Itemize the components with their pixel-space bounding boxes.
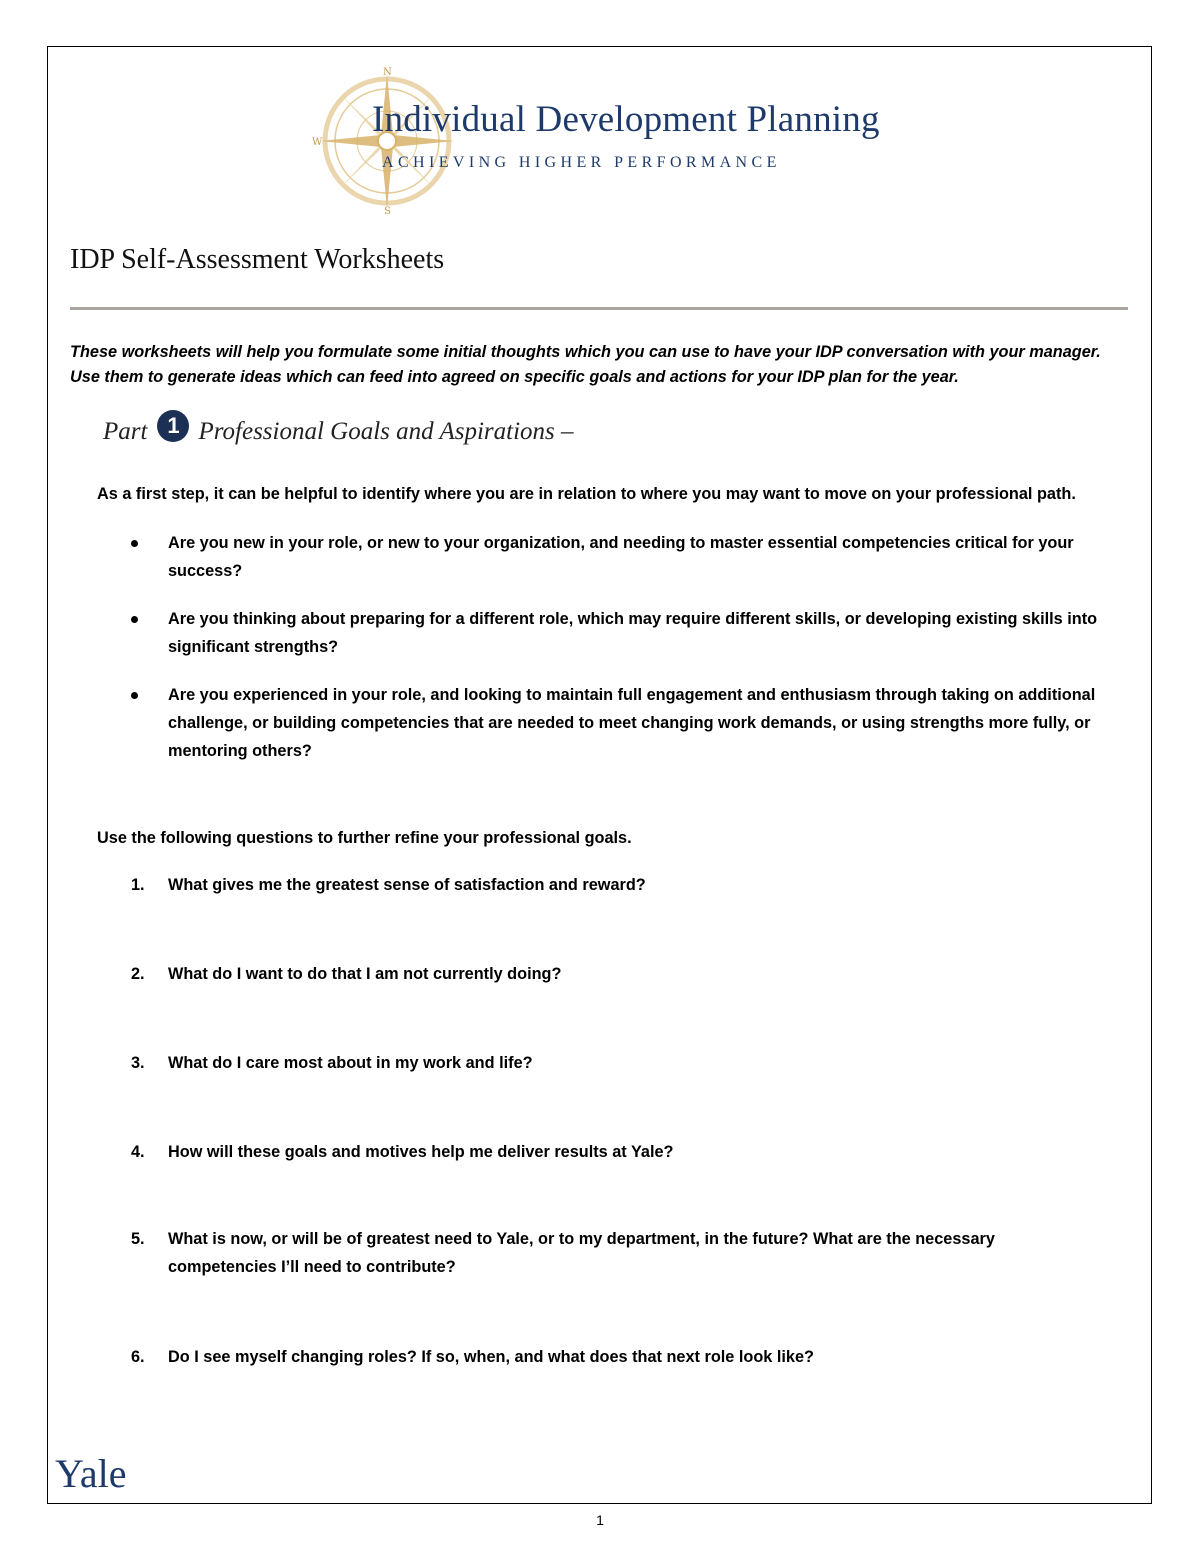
question-number: 6. [131, 1348, 145, 1366]
list-item [97, 605, 1117, 661]
svg-text:W: W [312, 137, 323, 148]
question-number: 4. [131, 1143, 145, 1161]
bullet-text: Are you thinking about preparing for a different role, which may require different skills, or developing existing skills into significant strengths? [168, 610, 1098, 656]
svg-text:S: S [384, 206, 391, 216]
question-text: What is now, or will be of greatest need to Yale, or to my department, in the future? What are the necessary competencies I’ll need to contribute? [168, 1230, 995, 1276]
questions-intro: Use the following questions to further refine your professional goals. [97, 829, 632, 847]
svg-text:N: N [383, 67, 392, 78]
logo-subtitle: ACHIEVING HIGHER PERFORMANCE [382, 154, 781, 171]
bullet-text: Are you new in your role, or new to your organization, and needing to master essential competencies critical for your success? [168, 534, 1074, 580]
lead-paragraph: As a first step, it can be helpful to identify where you are in relation to where you may want to move on your professional path. [97, 485, 1076, 503]
bullet-text: Are you experienced in your role, and looking to maintain full engagement and enthusiasm through taking on additional challenge, or building competencies that are needed to meet changing work demands, or using strengths more fully, or mentoring others? [168, 686, 1096, 760]
question-text: What do I care most about in my work and life? [168, 1054, 533, 1072]
question-item [97, 1138, 1097, 1166]
part-title: Professional Goals and Aspirations – [198, 418, 574, 445]
part-number-badge: 1 [157, 410, 189, 442]
bullet-list [97, 529, 1117, 785]
page-number: 1 [596, 1512, 604, 1528]
idp-logo [310, 66, 910, 216]
question-text: What do I want to do that I am not currently doing? [168, 965, 562, 983]
yale-logo: Yale [55, 1451, 127, 1496]
question-number: 1. [131, 876, 145, 894]
question-item [97, 960, 1097, 988]
list-item [97, 529, 1117, 585]
page-title: IDP Self-Assessment Worksheets [70, 244, 445, 275]
question-item [97, 1343, 1097, 1371]
question-text: How will these goals and motives help me deliver results at Yale? [168, 1143, 674, 1161]
question-number: 5. [131, 1230, 145, 1248]
compass-rose-icon [310, 66, 460, 216]
question-item [97, 1049, 1097, 1077]
question-text: Do I see myself changing roles? If so, when, and what does that next role look like? [168, 1348, 814, 1366]
question-text: What gives me the greatest sense of satisfaction and reward? [168, 876, 646, 894]
list-item [97, 681, 1117, 765]
logo-title: Individual Development Planning [372, 99, 880, 140]
question-number: 3. [131, 1054, 145, 1072]
bullet-icon [131, 540, 138, 547]
bullet-icon [131, 692, 138, 699]
part-heading [103, 413, 574, 446]
title-divider [70, 307, 1128, 310]
intro-paragraph: These worksheets will help you formulate some initial thoughts which you can use to have your IDP conversation with your manager. Use them to generate ideas which can feed into agreed on specific goals and actions for your IDP plan for the year. [70, 343, 1101, 386]
question-number: 2. [131, 965, 145, 983]
question-item [97, 871, 1097, 899]
question-item [97, 1225, 1097, 1281]
bullet-icon [131, 616, 138, 623]
part-label: Part [103, 418, 148, 445]
